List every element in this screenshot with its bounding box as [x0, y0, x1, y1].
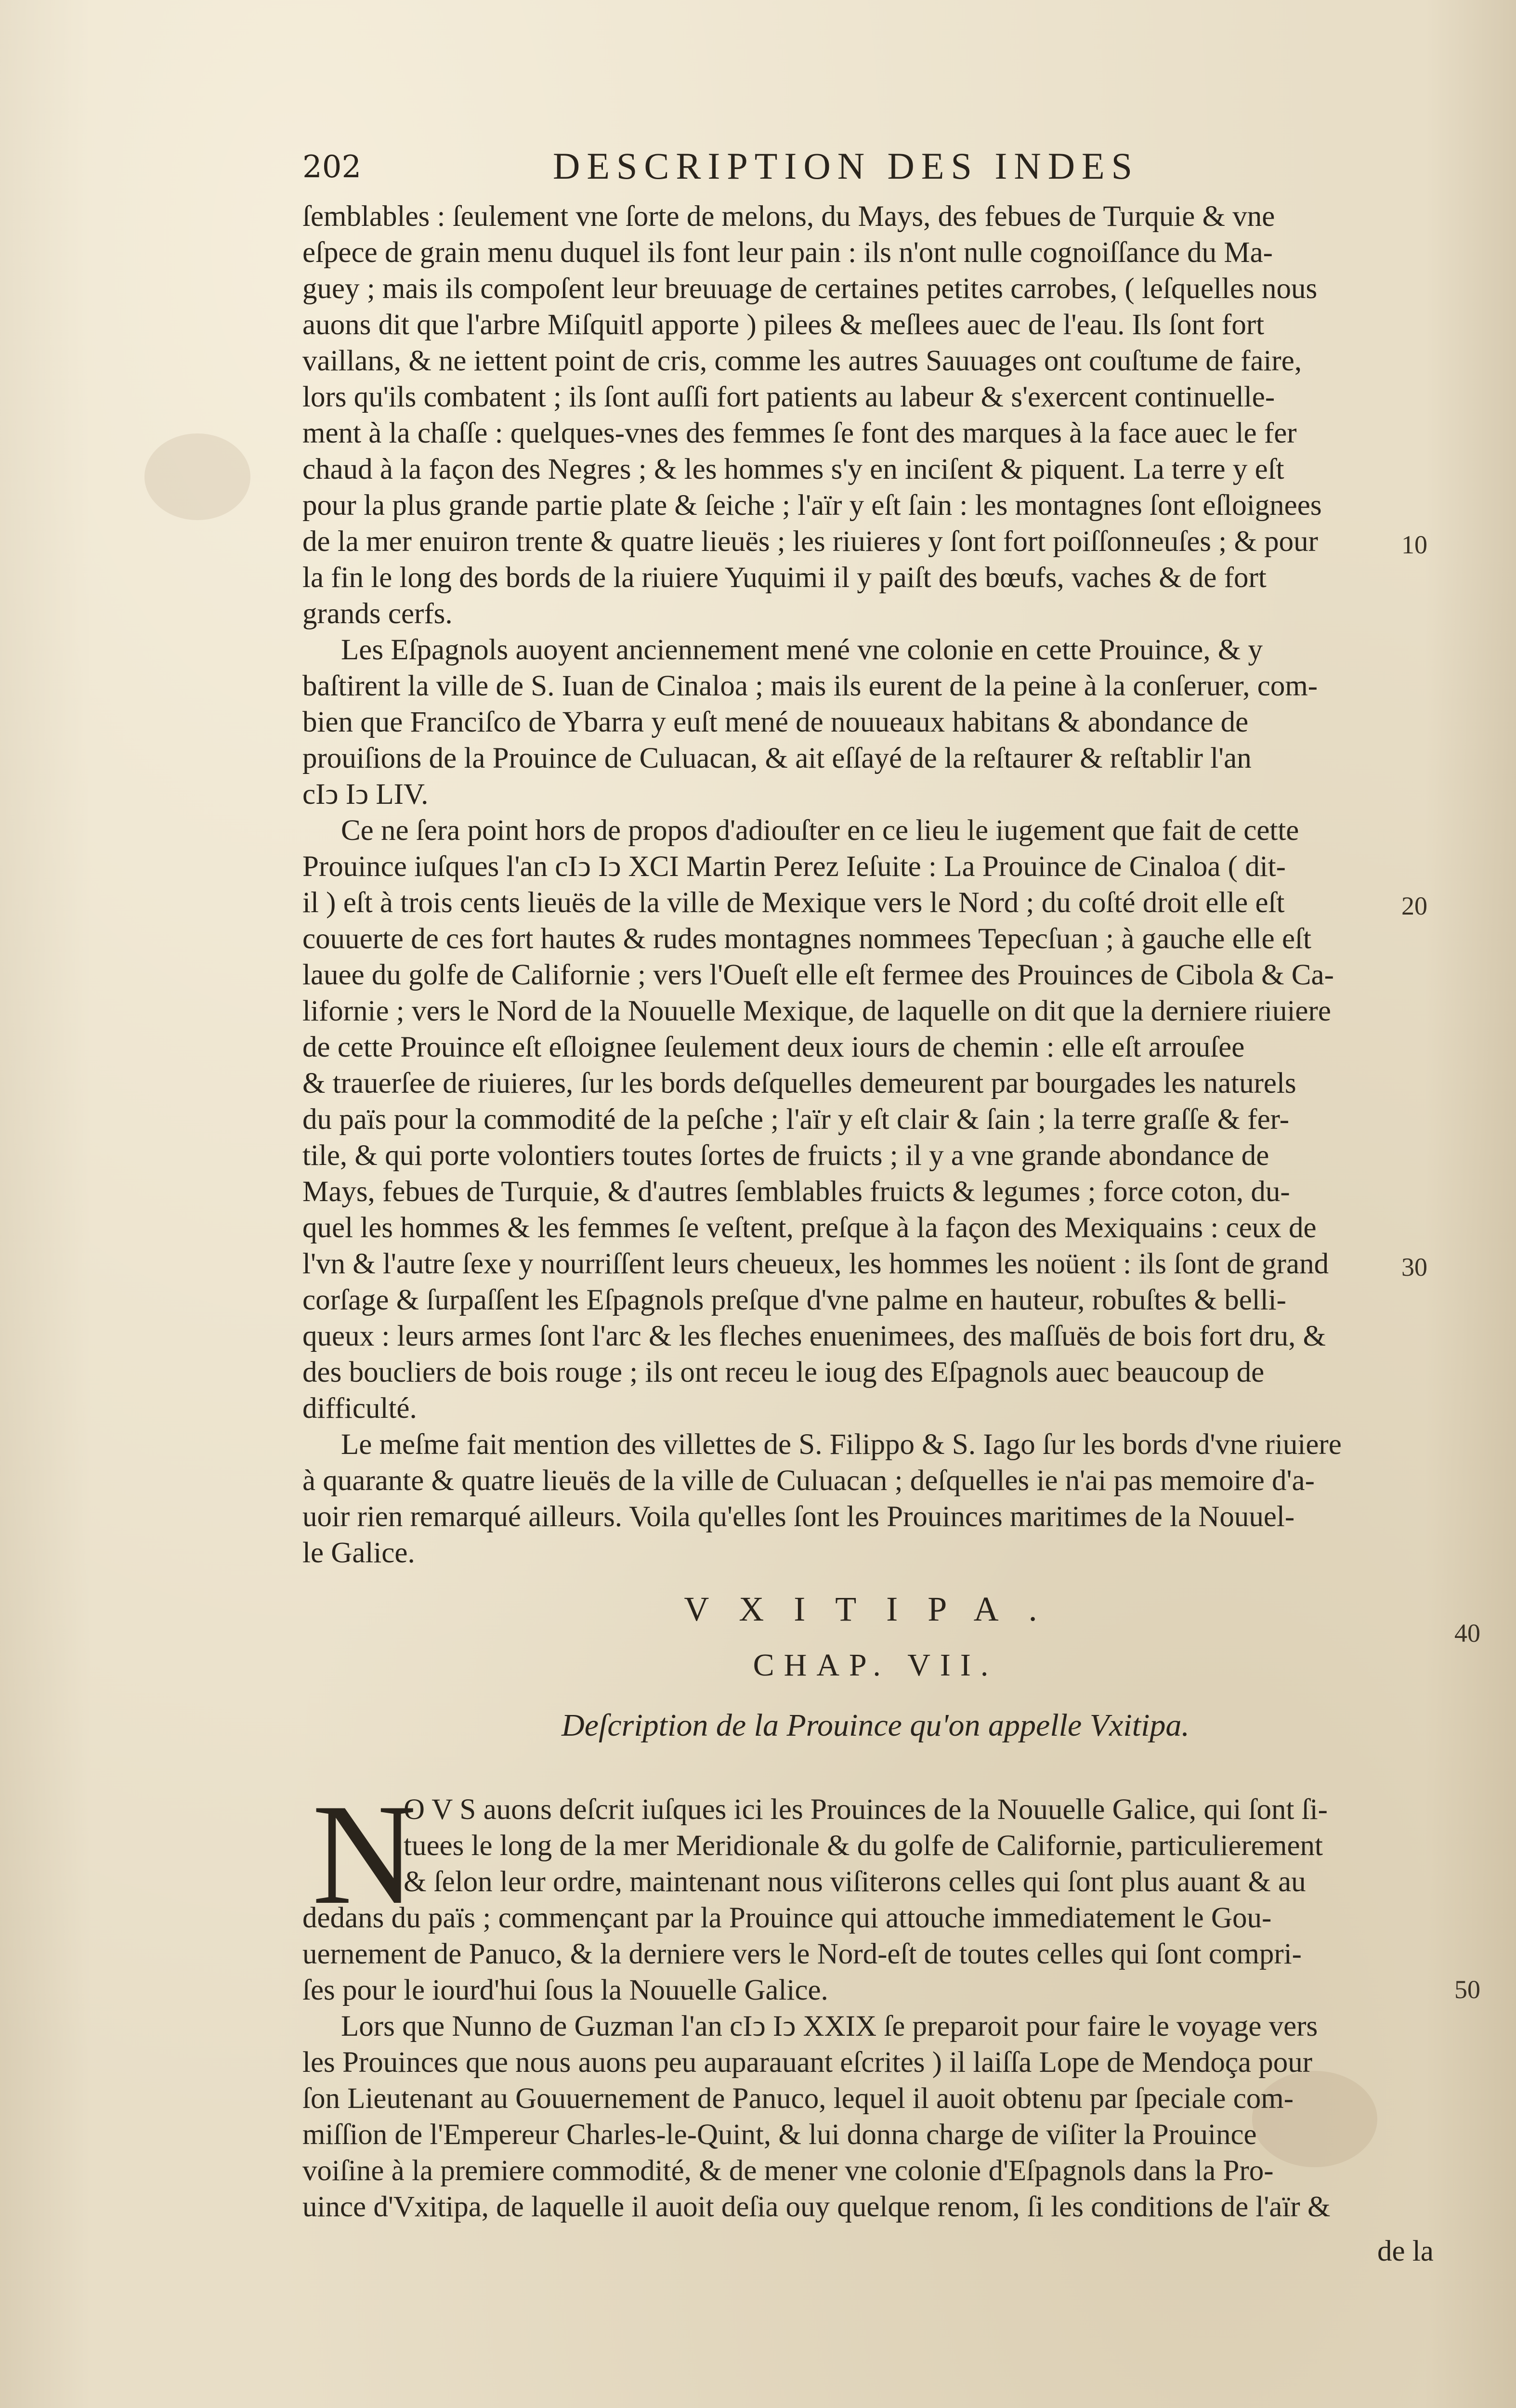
margin-number: 50	[1454, 1975, 1480, 2004]
text-line: du païs pour la commodité de la peſche ; l'aïr y eſt clair & ſain ; la terre graſſe & fer-	[302, 1103, 1290, 1136]
text-line: difficulté.	[302, 1392, 417, 1425]
text-line: ſes pour le iourd'hui ſous la Nouuelle Galice.	[302, 1974, 828, 2006]
text-line: Ce ne ſera point hors de propos d'adiouſter en ce lieu le iugement que fait de cette	[341, 814, 1299, 847]
text-line: eſpece de grain menu duquel ils font leur pain : ils n'ont nulle cognoiſſance du Ma-	[302, 236, 1273, 269]
chapter-title: VXITIPA.	[684, 1590, 1067, 1628]
text-line: Les Eſpagnols auoyent anciennement mené vne colonie en cette Prouince, & y	[341, 634, 1263, 666]
margin-number: 40	[1454, 1619, 1480, 1648]
paragraph-2	[302, 632, 1449, 812]
text-line: miſſion de l'Empereur Charles-le-Quint, & lui donna charge de viſiter la Prouince	[302, 2119, 1257, 2151]
text-line: dedans du païs ; commençant par la Prouince qui attouche immediatement le Gou-	[302, 1902, 1272, 1934]
text-line: uernement de Panuco, & la derniere vers le Nord-eſt de toutes celles qui ſont compri-	[302, 1938, 1302, 1970]
text-line: auons dit que l'arbre Miſquitl apporte ) pilees & meſlees auec de l'eau. Ils ſont fort	[302, 309, 1265, 341]
text-line: couuerte de ces fort hautes & rudes montagnes nommees Tepecſuan ; à gauche elle eſt	[302, 923, 1311, 955]
text-line: queux : leurs armes ſont l'arc & les fleches enuenimees, des maſſuës de bois fort dru, &	[302, 1320, 1326, 1352]
text-line: vaillans, & ne iettent point de cris, comme les autres Sauuages ont couſtume de faire,	[302, 345, 1302, 377]
text-line: les Prouinces que nous auons peu auparauant eſcrites ) il laiſſa Lope de Mendoça pour	[302, 2046, 1313, 2079]
text-line: Le meſme fait mention des villettes de S. Filippo & S. Iago ſur les bords d'vne riuiere	[341, 1428, 1342, 1461]
text-line: à quarante & quatre lieuës de la ville de Culuacan ; deſquelles ie n'ai pas memoire d'a-	[302, 1465, 1315, 1497]
text-line: chaud à la façon des Negres ; & les hommes s'y en inciſent & piquent. La terre y eſt	[302, 453, 1284, 485]
text-line: Prouince iuſques l'an cIↄ Iↄ XCI Martin Perez Ieſuite : La Prouince de Cinaloa ( dit-	[302, 851, 1286, 883]
catchword: de la	[1377, 2235, 1434, 2267]
drop-cap: N	[312, 1774, 417, 1934]
paragraph-4	[302, 1426, 1449, 1571]
running-head: DESCRIPTION DES INDES	[553, 145, 1139, 187]
text-line: baſtirent la ville de S. Iuan de Cinaloa ; mais ils eurent de la peine à la conſeruer, com-	[302, 670, 1318, 702]
paragraph-3	[302, 812, 1449, 1426]
text-line: O V S auons deſcrit iuſques ici les Prouinces de la Nouuelle Galice, qui ſont ſi-	[404, 1793, 1328, 1826]
text-line: ment à la chaſſe : quelques-vnes des femmes ſe font des marques à la face auec le fer	[302, 417, 1297, 449]
margin-number: 10	[1401, 530, 1427, 559]
text-line: Mays, febues de Turquie, & d'autres ſemblables fruicts & legumes ; force coton, du-	[302, 1176, 1290, 1208]
text-line: lifornie ; vers le Nord de la Nouuelle Mexique, de laquelle on dit que la derniere riuiere	[302, 995, 1331, 1027]
text-line: pour la plus grande partie plate & ſeiche ; l'aïr y eſt ſain : les montagnes ſont eſloignees	[302, 489, 1322, 522]
text-line: tuees le long de la mer Meridionale & du golfe de Californie, particulierement	[404, 1830, 1323, 1862]
text-line: il ) eſt à trois cents lieuës de la ville de Mexique vers le Nord ; du coſté droit elle eſt	[302, 887, 1285, 919]
text-line: & ſelon leur ordre, maintenant nous viſiterons celles qui ſont plus auant & au	[404, 1866, 1306, 1898]
paper-stain	[144, 433, 250, 520]
text-line: cIↄ Iↄ LIV.	[302, 778, 429, 811]
text-line: grands cerfs.	[302, 598, 453, 630]
page-header	[302, 144, 1314, 197]
text-line: le Galice.	[302, 1537, 415, 1569]
text-line: lors qu'ils combatent ; ils ſont auſſi fort patients au labeur & s'exercent continuelle-	[302, 381, 1275, 413]
text-line: uince d'Vxitipa, de laquelle il auoit deſia ouy quelque renom, ſi les conditions de l'aïr &	[302, 2191, 1331, 2223]
chapter-description: Deſcription de la Prouince qu'on appelle Vxitipa.	[562, 1708, 1189, 1743]
text-line: ſon Lieutenant au Gouuernement de Panuco, lequel il auoit obtenu par ſpeciale com-	[302, 2082, 1294, 2115]
text-line: voiſine à la premiere commodité, & de mener vne colonie d'Eſpagnols dans la Pro-	[302, 2155, 1274, 2187]
text-line: ſemblables : ſeulement vne ſorte de melons, du Mays, des febues de Turquie & vne	[302, 200, 1275, 233]
text-line: corſage & ſurpaſſent les Eſpagnols preſque d'vne palme en hauteur, robuſtes & belli-	[302, 1284, 1286, 1316]
margin-number: 30	[1401, 1253, 1427, 1282]
paragraph-6	[302, 2008, 1449, 2225]
text-line: prouiſions de la Prouince de Culuacan, & ait eſſayé de la reſtaurer & reſtablir l'an	[302, 742, 1252, 774]
text-line: de la mer enuiron trente & quatre lieuës ; les riuieres y ſont fort poiſſonneuſes ; & pour	[302, 525, 1318, 558]
text-line: de cette Prouince eſt eſloignee ſeulement deux iours de chemin : elle eſt arrouſee	[302, 1031, 1245, 1063]
text-line: uoir rien remarqué ailleurs. Voila qu'elles ſont les Prouinces maritimes de la Nouuel-	[302, 1501, 1295, 1533]
text-line: guey ; mais ils compoſent leur breuuage de certaines petites carrobes, ( leſquelles nous	[302, 273, 1318, 305]
page-number: 202	[302, 149, 362, 185]
text-line: lauee du golfe de Californie ; vers l'Oueſt elle eſt fermee des Prouinces de Cibola & Ca-	[302, 959, 1334, 991]
text-line: la fin le long des bords de la riuiere Yuquimi il y paiſt des bœufs, vaches & de fort	[302, 562, 1267, 594]
chapter-number: CHAP. VII.	[753, 1648, 998, 1683]
text-line: bien que Franciſco de Ybarra y euſt mené de nouueaux habitans & abondance de	[302, 706, 1249, 738]
text-line: quel les hommes & les femmes ſe veſtent, preſque à la façon des Mexiquains : ceux de	[302, 1212, 1317, 1244]
text-line: l'vn & l'autre ſexe y nourriſſent leurs cheueux, les hommes les noüent : ils ſont de grand	[302, 1248, 1329, 1280]
text-line: Lors que Nunno de Guzman l'an cIↄ Iↄ XXIX ſe preparoit pour faire le voyage vers	[341, 2010, 1318, 2042]
paragraph-1	[302, 198, 1449, 632]
text-line: des boucliers de bois rouge ; ils ont receu le ioug des Eſpagnols auec beaucoup de	[302, 1356, 1265, 1388]
text-line: tile, & qui porte volontiers toutes ſortes de fruicts ; il y a vne grande abondance de	[302, 1139, 1269, 1172]
margin-number: 20	[1401, 891, 1427, 920]
text-line: & trauerſee de riuieres, ſur les bords deſquelles demeurent par bourgades les naturels	[302, 1067, 1296, 1099]
